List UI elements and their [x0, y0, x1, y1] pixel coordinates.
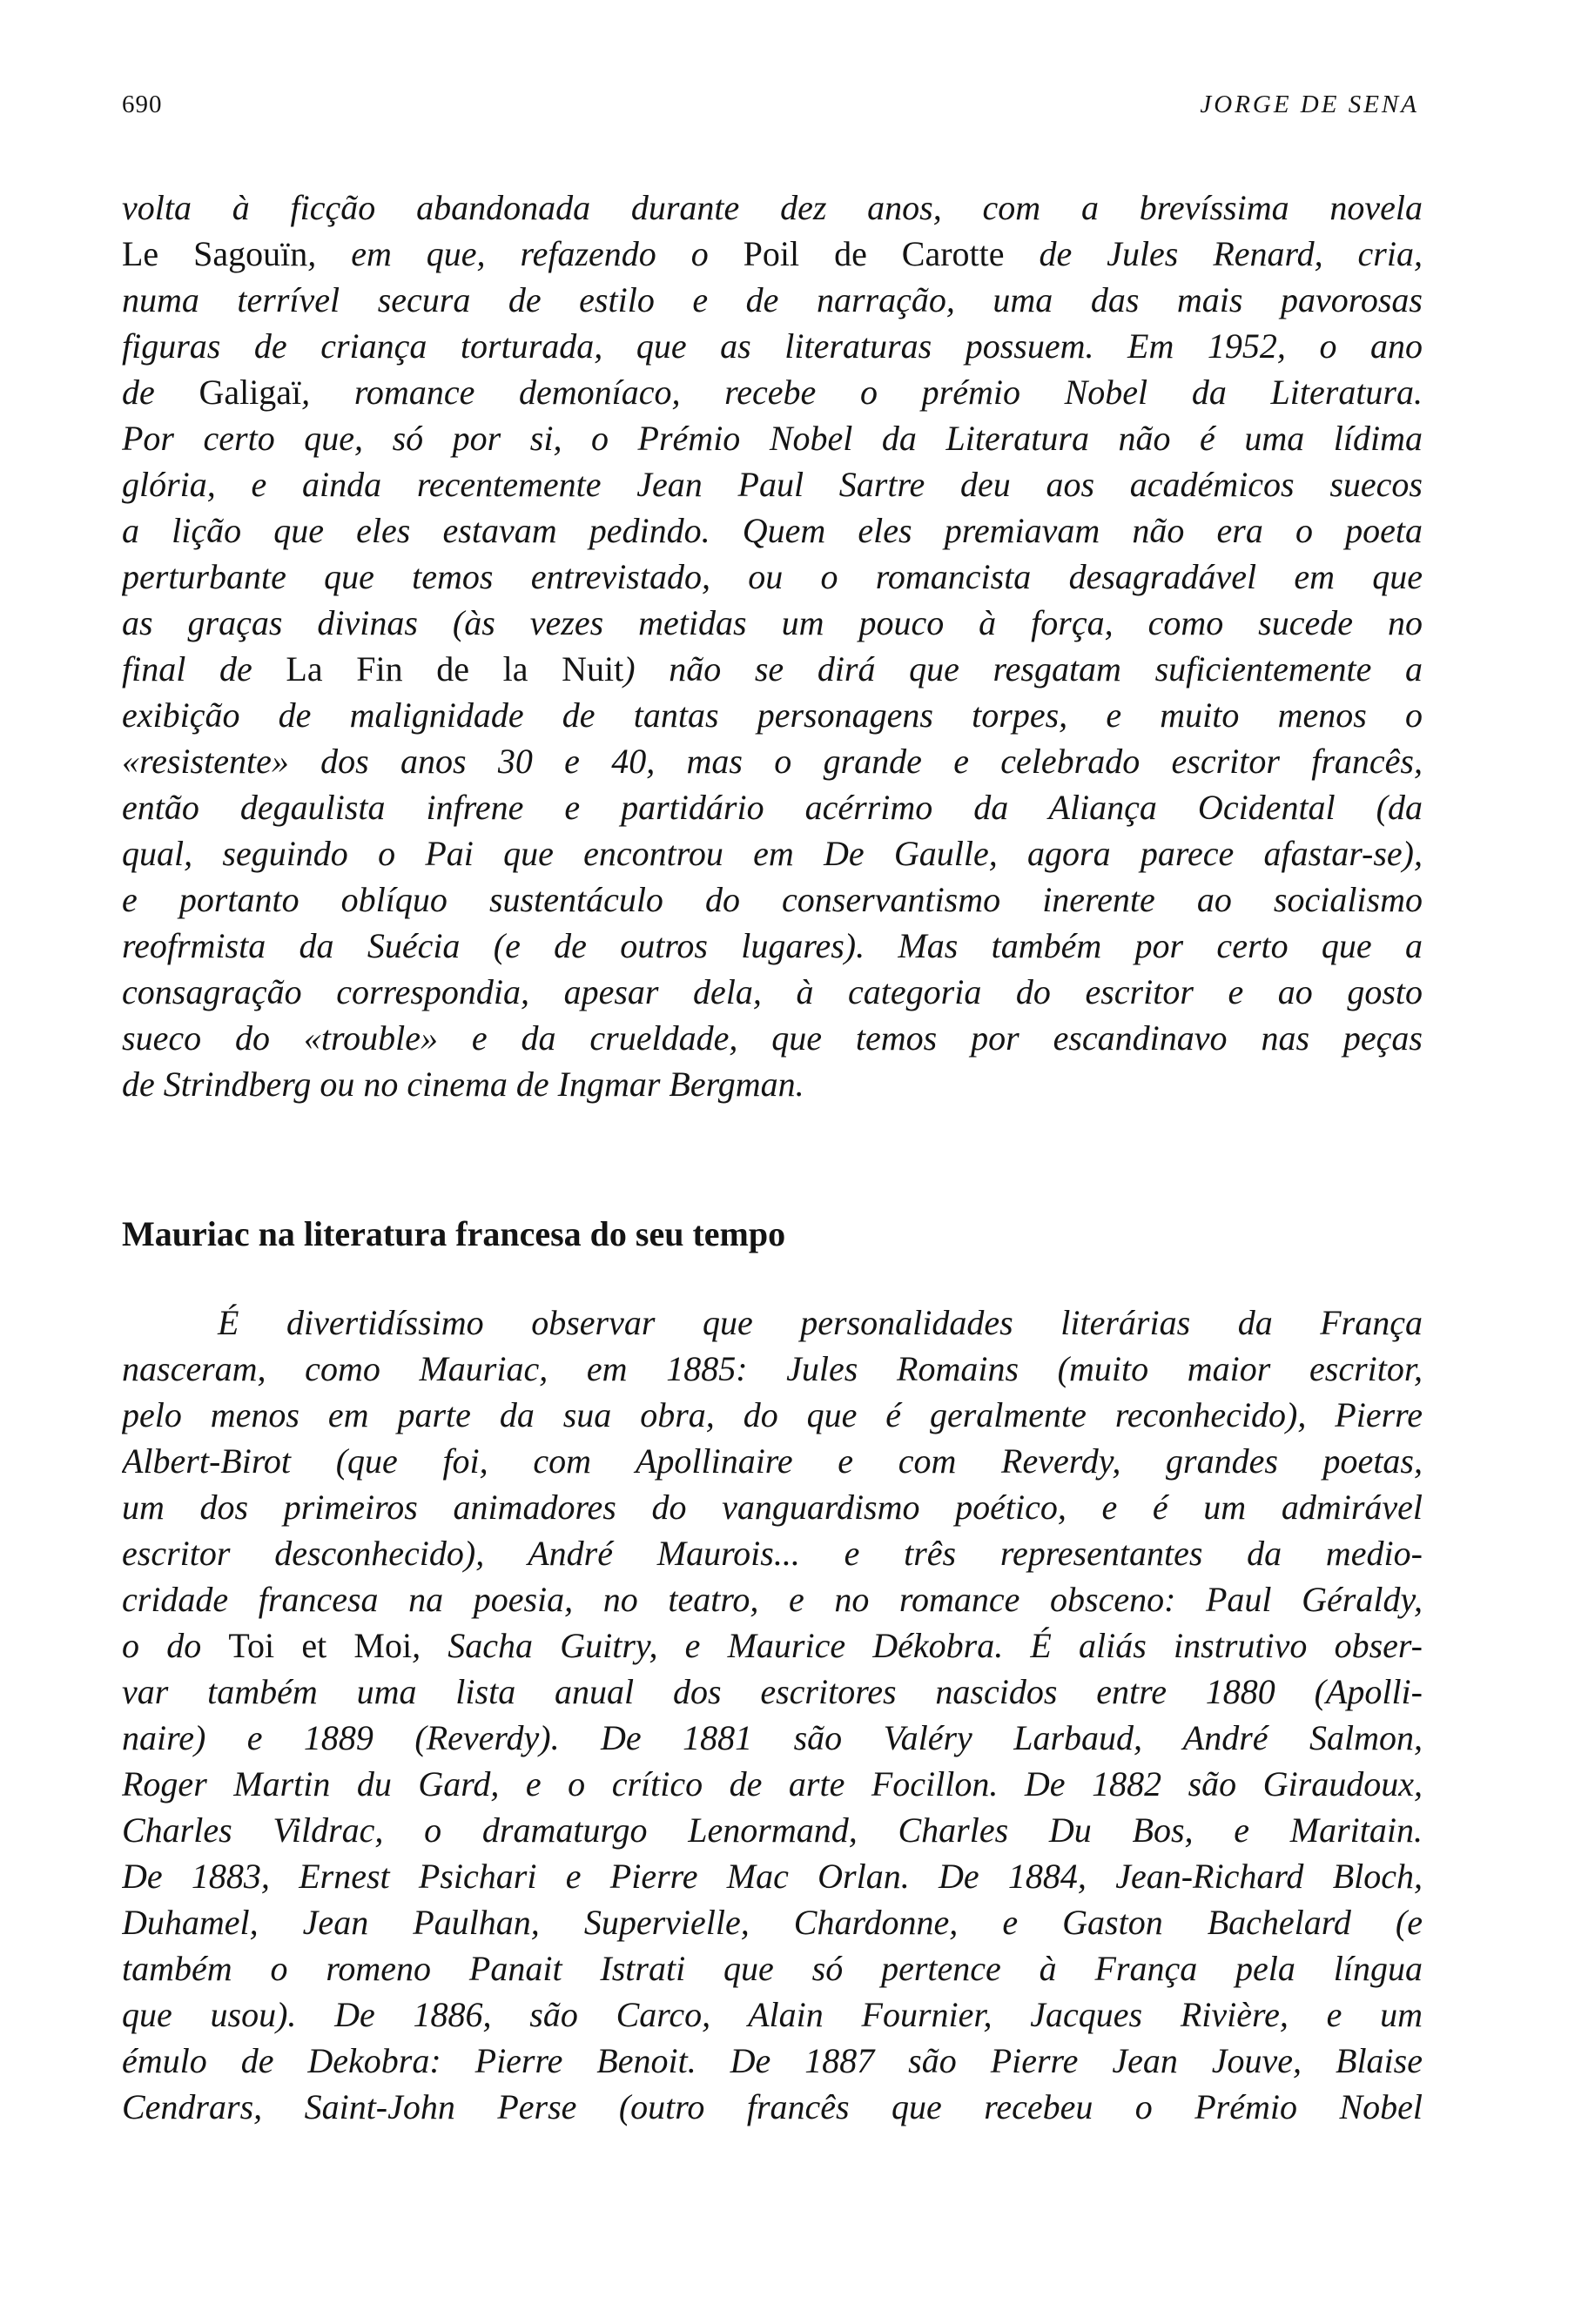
text-line: Albert-Birot (que foi, com Apollinaire e com Reverdy, grandes poetas,: [122, 1441, 1423, 1481]
book-title: Le Sagouïn: [122, 234, 308, 273]
text-line: De 1883, Ernest Psichari e Pierre Mac Orlan. De 1884, Jean-Richard Bloch,: [122, 1857, 1423, 1896]
text-line: pelo menos em parte da sua obra, do que é geralmente reconhecido), Pierre: [122, 1395, 1423, 1434]
text-line: o do Toi et Moi, Sacha Guitry, e Maurice Dékobra. É aliás instrutivo obser-: [122, 1626, 1423, 1665]
text-line: émulo de Dekobra: Pierre Benoit. De 1887 são Pierre Jean Jouve, Blaise: [122, 2041, 1423, 2080]
text-line: sueco do «trouble» e da crueldade, que temos por escandinavo nas peças: [122, 1018, 1423, 1058]
text-line: que usou). De 1886, são Carco, Alain Fournier, Jacques Rivière, e um: [122, 1995, 1423, 2034]
text-line: var também uma lista anual dos escritores nascidos entre 1880 (Apolli-: [122, 1672, 1423, 1711]
text-line: nasceram, como Mauriac, em 1885: Jules Romains (muito maior escritor,: [122, 1349, 1423, 1388]
text-line: Roger Martin du Gard, e o crítico de arte Focillon. De 1882 são Giraudoux,: [122, 1764, 1423, 1803]
text-line: e portanto oblíquo sustentáculo do conservantismo inerente ao socialismo: [122, 880, 1423, 919]
text-line: naire) e 1889 (Reverdy). De 1881 são Valéry Larbaud, André Salmon,: [122, 1718, 1423, 1757]
text-line: qual, seguindo o Pai que encontrou em De Gaulle, agora parece afastar-se),: [122, 834, 1423, 873]
text-line: «resistente» dos anos 30 e 40, mas o grande e celebrado escritor francês,: [122, 742, 1423, 781]
page-number: 690: [122, 91, 163, 118]
body-paragraph-2: [122, 1300, 1423, 2130]
section-heading: Mauriac na literatura francesa do seu tempo: [122, 1214, 786, 1253]
text-line: Por certo que, só por si, o Prémio Nobel da Literatura não é uma lídima: [122, 419, 1423, 458]
text-line: Cendrars, Saint-John Perse (outro francês que recebeu o Prémio Nobel: [122, 2087, 1423, 2126]
body-paragraph-1: [122, 185, 1423, 1107]
text-line: figuras de criança torturada, que as literaturas possuem. Em 1952, o ano: [122, 326, 1423, 366]
text-line: Le Sagouïn, em que, refazendo o Poil de Carotte de Jules Renard, cria,: [122, 234, 1423, 273]
book-title: Poil de Carotte: [743, 234, 1005, 273]
text-line: também o romeno Panait Istrati que só pertence à França pela língua: [122, 1949, 1423, 1988]
text-line: numa terrível secura de estilo e de narração, uma das mais pavorosas: [122, 280, 1423, 319]
text-line: reofrmista da Suécia (e de outros lugares). Mas também por certo que a: [122, 926, 1423, 965]
text-line: um dos primeiros animadores do vanguardismo poético, e é um admirável: [122, 1488, 1423, 1527]
text-line: a lição que eles estavam pedindo. Quem eles premiavam não era o poeta: [122, 511, 1423, 550]
running-head: JORGE DE SENA: [1200, 91, 1419, 118]
text-line: as graças divinas (às vezes metidas um pouco à força, como sucede no: [122, 603, 1423, 642]
book-title: Toi et Moi: [228, 1626, 413, 1665]
book-title: La Fin de la Nuit: [286, 649, 624, 688]
text-line: volta à ficção abandonada durante dez anos, com a brevíssima novela: [122, 188, 1423, 227]
text-line: de Strindberg ou no cinema de Ingmar Bergman.: [122, 1065, 804, 1104]
text-line: Charles Vildrac, o dramaturgo Lenormand, Charles Du Bos, e Maritain.: [122, 1810, 1423, 1850]
text-line: consagração correspondia, apesar dela, à categoria do escritor e ao gosto: [122, 972, 1423, 1011]
text-line: glória, e ainda recentemente Jean Paul Sartre deu aos académicos suecos: [122, 465, 1423, 504]
book-title: Galigaï: [198, 373, 302, 412]
text-line: perturbante que temos entrevistado, ou o romancista desagradável em que: [122, 557, 1423, 596]
text-line: cridade francesa na poesia, no teatro, e no romance obsceno: Paul Géraldy,: [122, 1580, 1423, 1619]
text-line: de Galigaï, romance demoníaco, recebe o prémio Nobel da Literatura.: [122, 373, 1423, 412]
text-line: exibição de malignidade de tantas personagens torpes, e muito menos o: [122, 695, 1423, 735]
text-line: escritor desconhecido), André Maurois... e três representantes da medio-: [122, 1534, 1423, 1573]
text-line: então degaulista infrene e partidário acérrimo da Aliança Ocidental (da: [122, 788, 1423, 827]
text-line: É divertidíssimo observar que personalidades literárias da França: [218, 1303, 1423, 1342]
text-line: final de La Fin de la Nuit) não se dirá que resgatam suficientemente a: [122, 649, 1423, 688]
text-line: Duhamel, Jean Paulhan, Supervielle, Chardonne, e Gaston Bachelard (e: [122, 1903, 1423, 1942]
